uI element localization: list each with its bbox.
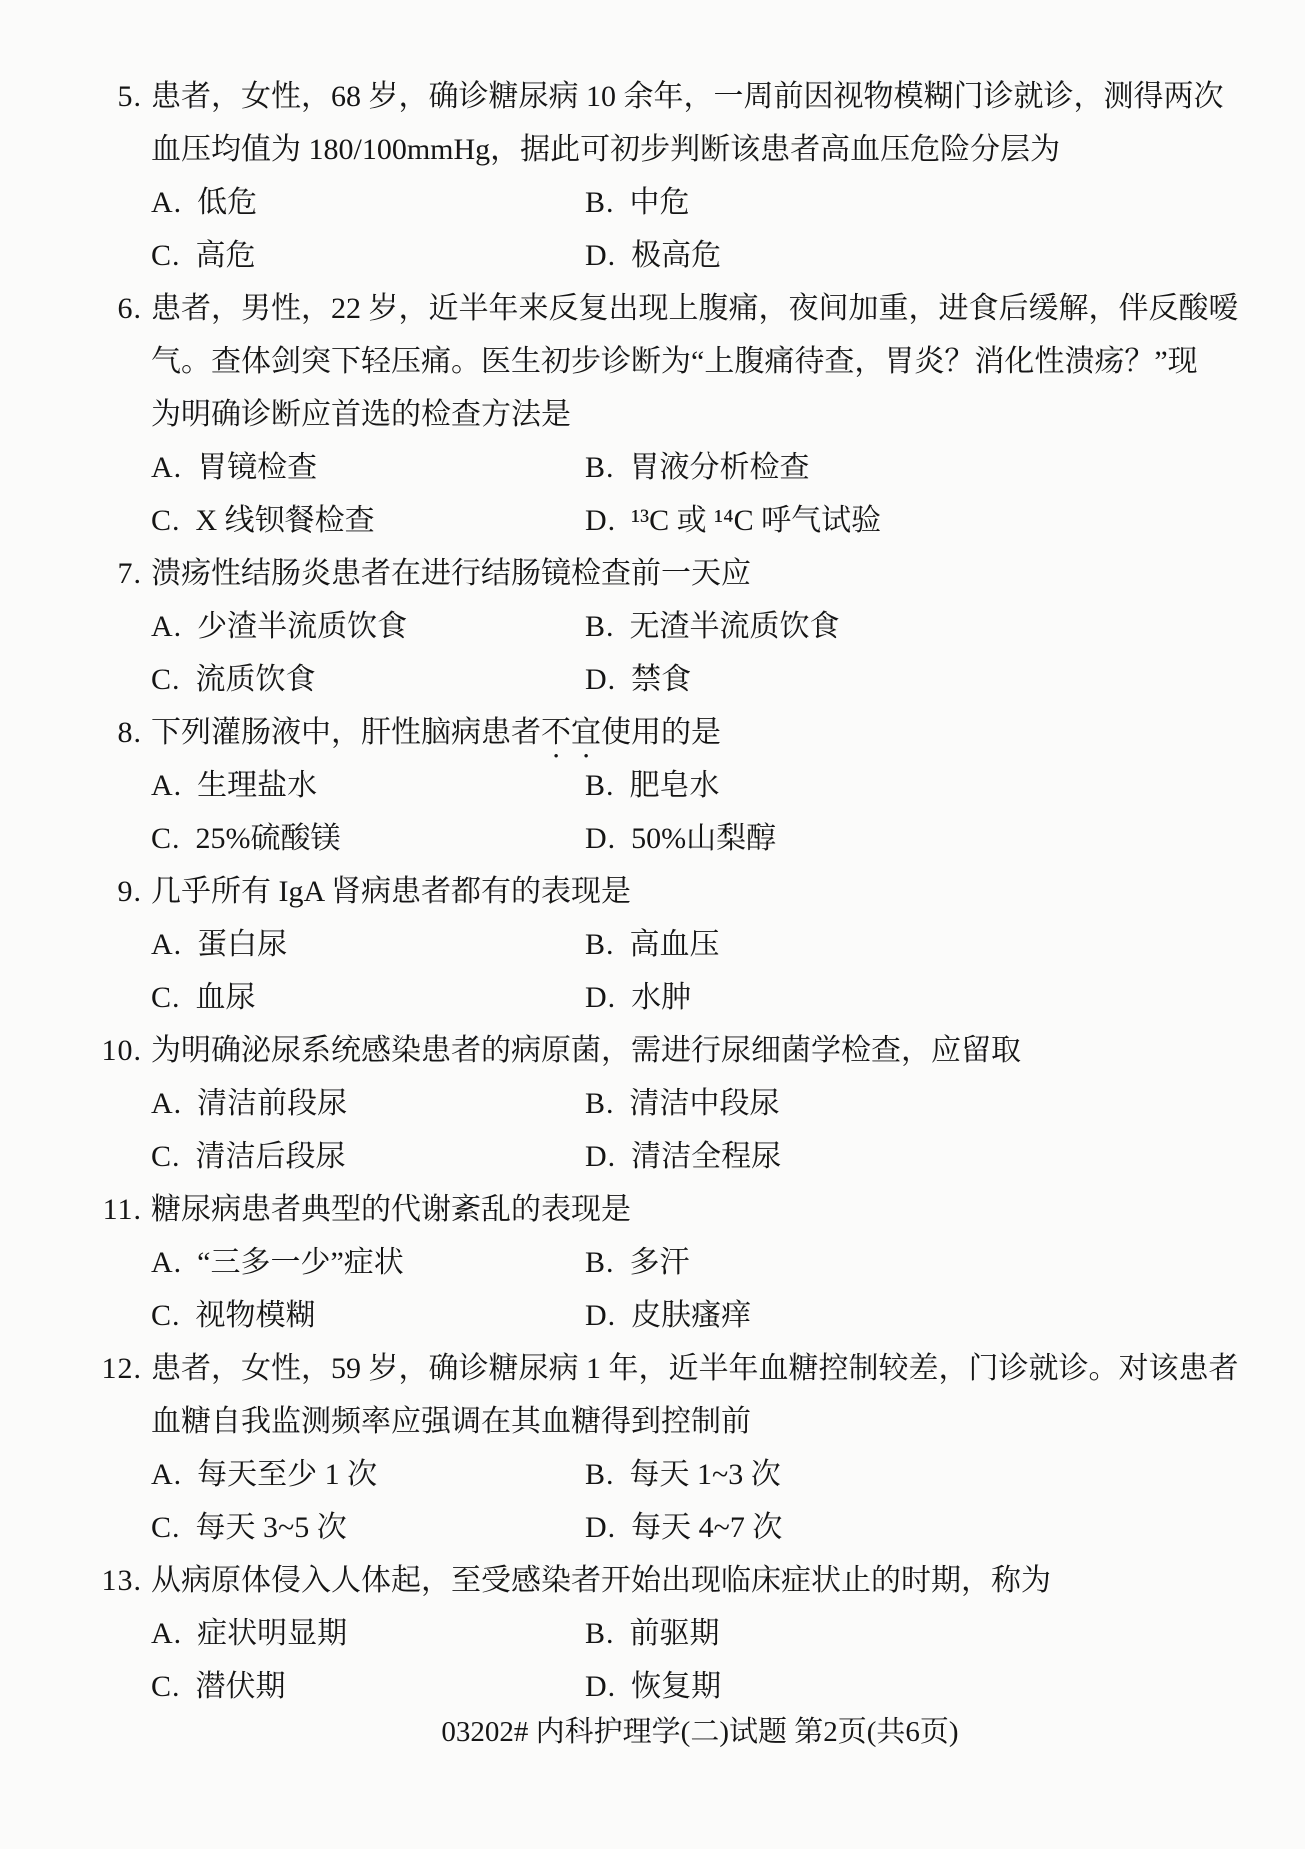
option-text: 中危 <box>629 186 690 219</box>
question-11 <box>0 1183 1305 1342</box>
option-text: “三多一少”症状 <box>197 1246 404 1279</box>
option-label: D. <box>585 1140 617 1173</box>
option-text: 胃镜检查 <box>197 451 318 484</box>
option-label: C. <box>151 981 181 1014</box>
question-stem-line <box>0 282 1305 335</box>
question-5 <box>0 70 1305 282</box>
option-13A <box>151 1607 585 1660</box>
option-8B <box>585 759 720 812</box>
option-label: D. <box>585 822 617 855</box>
option-9D <box>585 971 691 1024</box>
option-text: 胃液分析检查 <box>629 451 810 484</box>
option-label: D. <box>585 504 617 537</box>
option-text: 高血压 <box>629 928 720 961</box>
question-stem-line <box>0 335 1305 388</box>
option-label: A. <box>151 1087 183 1120</box>
option-label: C. <box>151 504 181 537</box>
question-12 <box>0 1342 1305 1554</box>
question-stem-line <box>0 1554 1305 1607</box>
option-6C <box>151 494 585 547</box>
option-11D <box>585 1289 751 1342</box>
option-5B <box>585 176 690 229</box>
option-text: 每天至少 1 次 <box>197 1458 378 1491</box>
option-text: ¹³C 或 ¹⁴C 呼气试验 <box>631 504 882 537</box>
option-label: D. <box>585 981 617 1014</box>
option-12B <box>585 1448 781 1501</box>
option-13B <box>585 1607 720 1660</box>
option-12C <box>151 1501 585 1554</box>
question-text: 患者，男性，22 岁，近半年来反复出现上腹痛，夜间加重，进食后缓解，伴反酸嗳 <box>151 292 1239 325</box>
question-number: 8. <box>117 716 142 749</box>
question-text: 糖尿病患者典型的代谢紊乱的表现是 <box>151 1193 631 1226</box>
option-text: 蛋白尿 <box>197 928 288 961</box>
options-row <box>0 1077 1305 1130</box>
option-label: D. <box>585 239 617 272</box>
options-row <box>0 1236 1305 1289</box>
options-row <box>0 1448 1305 1501</box>
option-9A <box>151 918 585 971</box>
question-stem-line <box>0 865 1305 918</box>
option-text: 生理盐水 <box>197 769 318 802</box>
question-text: 气。查体剑突下轻压痛。医生初步诊断为“上腹痛待查，胃炎？消化性溃疡？”现 <box>151 345 1198 378</box>
option-text: X 线钡餐检查 <box>195 504 375 537</box>
option-label: B. <box>585 1617 615 1650</box>
option-label: D. <box>585 663 617 696</box>
option-label: C. <box>151 1511 181 1544</box>
option-text: 肥皂水 <box>629 769 720 802</box>
option-label: B. <box>585 610 615 643</box>
option-7D <box>585 653 691 706</box>
option-6B <box>585 441 810 494</box>
option-7C <box>151 653 585 706</box>
question-6 <box>0 282 1305 547</box>
option-label: C. <box>151 1670 181 1703</box>
option-label: A. <box>151 769 183 802</box>
option-label: B. <box>585 1246 615 1279</box>
question-8 <box>0 706 1305 865</box>
option-9B <box>585 918 720 971</box>
option-label: B. <box>585 1458 615 1491</box>
options-row <box>0 1130 1305 1183</box>
option-text: 皮肤瘙痒 <box>631 1299 752 1332</box>
option-10B <box>585 1077 780 1130</box>
question-stem-line <box>0 706 1305 759</box>
option-text: 高危 <box>195 239 256 272</box>
question-text-segment: 下列灌肠液中，肝性脑病患者 <box>151 716 541 749</box>
option-label: B. <box>585 186 615 219</box>
option-11B <box>585 1236 690 1289</box>
emphasized-text: 不宜 <box>541 716 601 749</box>
options-row <box>0 971 1305 1024</box>
option-text: 流质饮食 <box>195 663 316 696</box>
option-label: A. <box>151 610 183 643</box>
option-text: 每天 3~5 次 <box>195 1511 347 1544</box>
options-row <box>0 1289 1305 1342</box>
question-stem-line <box>0 1395 1305 1448</box>
question-text: 患者，女性，59 岁，确诊糖尿病 1 年，近半年血糖控制较差，门诊就诊。对该患者 <box>151 1352 1239 1385</box>
option-label: A. <box>151 1617 183 1650</box>
question-stem-line <box>0 388 1305 441</box>
option-text: 每天 1~3 次 <box>629 1458 781 1491</box>
options-row <box>0 494 1305 547</box>
question-number: 10. <box>101 1034 142 1067</box>
options-row <box>0 759 1305 812</box>
question-text: 血压均值为 180/100mmHg，据此可初步判断该患者高血压危险分层为 <box>151 133 1061 166</box>
option-label: B. <box>585 928 615 961</box>
option-label: B. <box>585 451 615 484</box>
option-text: 无渣半流质饮食 <box>629 610 840 643</box>
option-text: 清洁前段尿 <box>197 1087 348 1120</box>
option-13D <box>585 1660 721 1713</box>
question-text: 几乎所有 IgA 肾病患者都有的表现是 <box>151 875 631 908</box>
options-row <box>0 600 1305 653</box>
option-label: B. <box>585 769 615 802</box>
option-5D <box>585 229 721 282</box>
option-label: C. <box>151 1140 181 1173</box>
option-10D <box>585 1130 781 1183</box>
option-7A <box>151 600 585 653</box>
question-10 <box>0 1024 1305 1183</box>
option-5A <box>151 176 585 229</box>
option-label: A. <box>151 1246 183 1279</box>
option-11C <box>151 1289 585 1342</box>
options-row <box>0 441 1305 494</box>
options-row <box>0 229 1305 282</box>
option-text: 清洁后段尿 <box>195 1140 346 1173</box>
option-label: A. <box>151 186 183 219</box>
question-stem-line <box>0 547 1305 600</box>
question-stem-line <box>0 70 1305 123</box>
option-text: 清洁全程尿 <box>631 1140 782 1173</box>
option-8A <box>151 759 585 812</box>
option-label: C. <box>151 663 181 696</box>
option-5C <box>151 229 585 282</box>
option-text: 恢复期 <box>631 1670 722 1703</box>
option-label: D. <box>585 1670 617 1703</box>
option-text: 潜伏期 <box>195 1670 286 1703</box>
question-text: 血糖自我监测频率应强调在其血糖得到控制前 <box>151 1405 751 1438</box>
options-row <box>0 1607 1305 1660</box>
question-stem-line <box>0 1183 1305 1236</box>
question-text: 患者，女性，68 岁，确诊糖尿病 10 余年，一周前因视物模糊门诊就诊，测得两次 <box>151 80 1224 113</box>
question-stem-line <box>0 1024 1305 1077</box>
question-number: 5. <box>117 80 142 113</box>
options-row <box>0 812 1305 865</box>
question-number: 11. <box>102 1193 142 1226</box>
question-stem-line <box>0 123 1305 176</box>
option-label: D. <box>585 1299 617 1332</box>
question-text: 为明确泌尿系统感染患者的病原菌，需进行尿细菌学检查，应留取 <box>151 1034 1021 1067</box>
options-row <box>0 653 1305 706</box>
option-9C <box>151 971 585 1024</box>
question-stem-line <box>0 1342 1305 1395</box>
option-text: 每天 4~7 次 <box>631 1511 783 1544</box>
option-label: C. <box>151 822 181 855</box>
option-10A <box>151 1077 585 1130</box>
question-number: 12. <box>101 1352 142 1385</box>
option-6D <box>585 494 881 547</box>
options-row <box>0 176 1305 229</box>
option-text: 禁食 <box>631 663 692 696</box>
option-6A <box>151 441 585 494</box>
option-label: A. <box>151 451 183 484</box>
option-10C <box>151 1130 585 1183</box>
option-text: 50%山梨醇 <box>631 822 777 855</box>
question-text: 为明确诊断应首选的检查方法是 <box>151 398 571 431</box>
option-label: D. <box>585 1511 617 1544</box>
option-text: 低危 <box>197 186 258 219</box>
option-text: 水肿 <box>631 981 692 1014</box>
options-row <box>0 1660 1305 1713</box>
question-number: 9. <box>117 875 142 908</box>
question-number: 6. <box>117 292 142 325</box>
option-text: 25%硫酸镁 <box>195 822 341 855</box>
option-label: A. <box>151 1458 183 1491</box>
option-7B <box>585 600 840 653</box>
question-number: 13. <box>101 1564 142 1597</box>
question-text: 从病原体侵入人体起，至受感染者开始出现临床症状止的时期，称为 <box>151 1564 1051 1597</box>
options-row <box>0 1501 1305 1554</box>
page-footer: 03202# 内科护理学(二)试题 第2页(共6页) <box>441 1716 959 1748</box>
option-text: 少渣半流质饮食 <box>197 610 408 643</box>
option-label: A. <box>151 928 183 961</box>
option-label: B. <box>585 1087 615 1120</box>
option-text: 症状明显期 <box>197 1617 348 1650</box>
option-text: 多汗 <box>629 1246 690 1279</box>
question-text-segment: 使用的是 <box>601 716 721 749</box>
option-label: C. <box>151 239 181 272</box>
option-text: 视物模糊 <box>195 1299 316 1332</box>
option-text: 血尿 <box>195 981 256 1014</box>
option-13C <box>151 1660 585 1713</box>
option-8D <box>585 812 776 865</box>
question-9 <box>0 865 1305 1024</box>
option-12D <box>585 1501 782 1554</box>
option-8C <box>151 812 585 865</box>
option-text: 极高危 <box>631 239 722 272</box>
option-label: C. <box>151 1299 181 1332</box>
question-text <box>151 716 721 749</box>
options-row <box>0 918 1305 971</box>
question-text: 溃疡性结肠炎患者在进行结肠镜检查前一天应 <box>151 557 751 590</box>
question-number: 7. <box>117 557 142 590</box>
question-13 <box>0 1554 1305 1713</box>
question-7 <box>0 547 1305 706</box>
option-text: 前驱期 <box>629 1617 720 1650</box>
option-11A <box>151 1236 585 1289</box>
option-text: 清洁中段尿 <box>629 1087 780 1120</box>
option-12A <box>151 1448 585 1501</box>
